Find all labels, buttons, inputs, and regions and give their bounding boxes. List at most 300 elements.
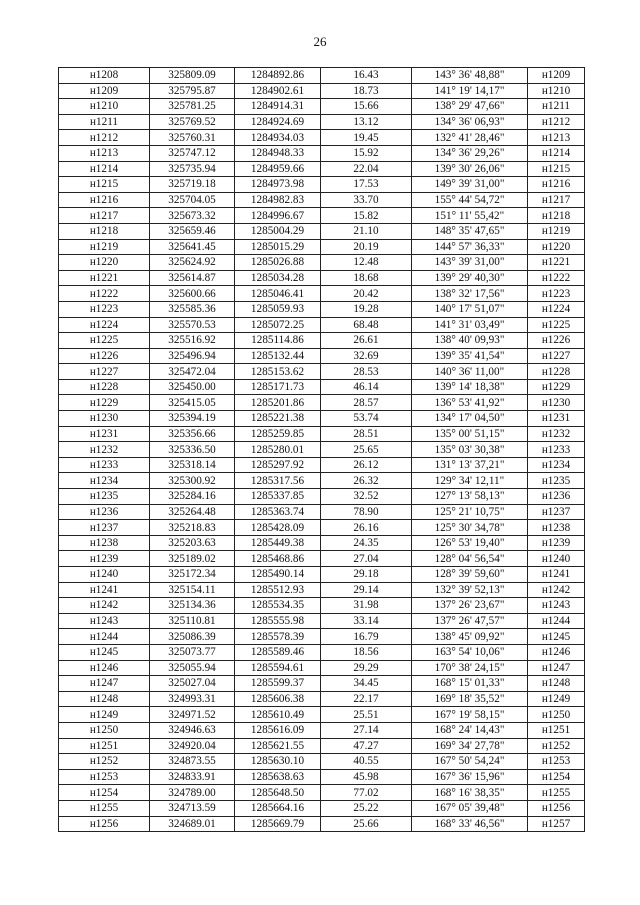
distance-cell: 24.35 xyxy=(321,535,412,551)
next-point-cell: н1213 xyxy=(528,130,585,146)
y-coordinate-cell: 1285259.85 xyxy=(235,426,321,442)
x-coordinate-cell: 325704.05 xyxy=(150,192,235,208)
next-point-cell: н1254 xyxy=(528,769,585,785)
point-id-cell: н1252 xyxy=(59,754,150,770)
x-coordinate-cell: 325284.16 xyxy=(150,489,235,505)
distance-cell: 19.45 xyxy=(321,130,412,146)
y-coordinate-cell: 1284892.86 xyxy=(235,68,321,84)
distance-cell: 40.55 xyxy=(321,754,412,770)
next-point-cell: н1230 xyxy=(528,395,585,411)
next-point-cell: н1227 xyxy=(528,348,585,364)
x-coordinate-cell: 325781.25 xyxy=(150,99,235,115)
table-row xyxy=(59,317,585,333)
bearing-cell: 163° 54' 10,06" xyxy=(412,644,528,660)
next-point-cell: н1251 xyxy=(528,722,585,738)
bearing-cell: 134° 36' 29,26" xyxy=(412,145,528,161)
x-coordinate-cell: 325415.05 xyxy=(150,395,235,411)
bearing-cell: 141° 19' 14,17" xyxy=(412,83,528,99)
bearing-cell: 140° 17' 51,07" xyxy=(412,301,528,317)
table-row xyxy=(59,520,585,536)
next-point-cell: н1245 xyxy=(528,629,585,645)
distance-cell: 18.56 xyxy=(321,644,412,660)
table-row xyxy=(59,457,585,473)
y-coordinate-cell: 1285555.98 xyxy=(235,613,321,629)
x-coordinate-cell: 324713.59 xyxy=(150,800,235,816)
page-number: 26 xyxy=(313,34,327,49)
x-coordinate-cell: 325134.36 xyxy=(150,598,235,614)
distance-cell: 27.04 xyxy=(321,551,412,567)
point-id-cell: н1211 xyxy=(59,114,150,130)
y-coordinate-cell: 1285317.56 xyxy=(235,473,321,489)
y-coordinate-cell: 1285578.39 xyxy=(235,629,321,645)
table-row xyxy=(59,301,585,317)
point-id-cell: н1214 xyxy=(59,161,150,177)
point-id-cell: н1213 xyxy=(59,145,150,161)
next-point-cell: н1235 xyxy=(528,473,585,489)
bearing-cell: 151° 11' 55,42" xyxy=(412,208,528,224)
distance-cell: 47.27 xyxy=(321,738,412,754)
bearing-cell: 140° 36' 11,00" xyxy=(412,364,528,380)
next-point-cell: н1211 xyxy=(528,99,585,115)
distance-cell: 53.74 xyxy=(321,411,412,427)
y-coordinate-cell: 1285026.88 xyxy=(235,255,321,271)
next-point-cell: н1232 xyxy=(528,426,585,442)
point-id-cell: н1225 xyxy=(59,333,150,349)
point-id-cell: н1223 xyxy=(59,301,150,317)
distance-cell: 34.45 xyxy=(321,676,412,692)
next-point-cell: н1218 xyxy=(528,208,585,224)
point-id-cell: н1232 xyxy=(59,442,150,458)
table-row xyxy=(59,613,585,629)
next-point-cell: н1219 xyxy=(528,223,585,239)
x-coordinate-cell: 325472.04 xyxy=(150,364,235,380)
x-coordinate-cell: 325600.66 xyxy=(150,286,235,302)
point-id-cell: н1244 xyxy=(59,629,150,645)
bearing-cell: 167° 36' 15,96" xyxy=(412,769,528,785)
next-point-cell: н1229 xyxy=(528,379,585,395)
distance-cell: 17.53 xyxy=(321,177,412,193)
table-row xyxy=(59,442,585,458)
y-coordinate-cell: 1284902.61 xyxy=(235,83,321,99)
y-coordinate-cell: 1285606.38 xyxy=(235,691,321,707)
next-point-cell: н1212 xyxy=(528,114,585,130)
x-coordinate-cell: 325394.19 xyxy=(150,411,235,427)
distance-cell: 32.69 xyxy=(321,348,412,364)
bearing-cell: 139° 35' 41,54" xyxy=(412,348,528,364)
y-coordinate-cell: 1285664.16 xyxy=(235,800,321,816)
table-row xyxy=(59,114,585,130)
x-coordinate-cell: 325110.81 xyxy=(150,613,235,629)
table-row xyxy=(59,208,585,224)
bearing-cell: 168° 15' 01,33" xyxy=(412,676,528,692)
x-coordinate-cell: 325719.18 xyxy=(150,177,235,193)
y-coordinate-cell: 1285610.49 xyxy=(235,707,321,723)
bearing-cell: 139° 14' 18,38" xyxy=(412,379,528,395)
bearing-cell: 132° 41' 28,46" xyxy=(412,130,528,146)
next-point-cell: н1214 xyxy=(528,145,585,161)
x-coordinate-cell: 324833.91 xyxy=(150,769,235,785)
distance-cell: 77.02 xyxy=(321,785,412,801)
point-id-cell: н1247 xyxy=(59,676,150,692)
next-point-cell: н1221 xyxy=(528,255,585,271)
table-row xyxy=(59,676,585,692)
table-row xyxy=(59,567,585,583)
point-id-cell: н1233 xyxy=(59,457,150,473)
y-coordinate-cell: 1285004.29 xyxy=(235,223,321,239)
bearing-cell: 143° 36' 48,88" xyxy=(412,68,528,84)
y-coordinate-cell: 1285132.44 xyxy=(235,348,321,364)
next-point-cell: н1236 xyxy=(528,489,585,505)
next-point-cell: н1233 xyxy=(528,442,585,458)
x-coordinate-cell: 325769.52 xyxy=(150,114,235,130)
table-row xyxy=(59,504,585,520)
next-point-cell: н1216 xyxy=(528,177,585,193)
y-coordinate-cell: 1285449.38 xyxy=(235,535,321,551)
next-point-cell: н1241 xyxy=(528,567,585,583)
table-row xyxy=(59,68,585,84)
distance-cell: 21.10 xyxy=(321,223,412,239)
table-row xyxy=(59,83,585,99)
point-id-cell: н1248 xyxy=(59,691,150,707)
y-coordinate-cell: 1285153.62 xyxy=(235,364,321,380)
distance-cell: 27.14 xyxy=(321,722,412,738)
y-coordinate-cell: 1285534.35 xyxy=(235,598,321,614)
x-coordinate-cell: 325614.87 xyxy=(150,270,235,286)
bearing-cell: 138° 45' 09,92" xyxy=(412,629,528,645)
bearing-cell: 139° 30' 26,06" xyxy=(412,161,528,177)
point-id-cell: н1215 xyxy=(59,177,150,193)
table-row xyxy=(59,473,585,489)
x-coordinate-cell: 325086.39 xyxy=(150,629,235,645)
next-point-cell: н1234 xyxy=(528,457,585,473)
y-coordinate-cell: 1285280.01 xyxy=(235,442,321,458)
point-id-cell: н1253 xyxy=(59,769,150,785)
next-point-cell: н1250 xyxy=(528,707,585,723)
coordinates-table xyxy=(58,67,585,832)
distance-cell: 13.12 xyxy=(321,114,412,130)
x-coordinate-cell: 324873.55 xyxy=(150,754,235,770)
point-id-cell: н1251 xyxy=(59,738,150,754)
y-coordinate-cell: 1285034.28 xyxy=(235,270,321,286)
table-row xyxy=(59,379,585,395)
point-id-cell: н1229 xyxy=(59,395,150,411)
next-point-cell: н1243 xyxy=(528,598,585,614)
bearing-cell: 149° 39' 31,00" xyxy=(412,177,528,193)
distance-cell: 33.14 xyxy=(321,613,412,629)
x-coordinate-cell: 325570.53 xyxy=(150,317,235,333)
distance-cell: 15.82 xyxy=(321,208,412,224)
next-point-cell: н1240 xyxy=(528,551,585,567)
next-point-cell: н1246 xyxy=(528,644,585,660)
x-coordinate-cell: 324920.04 xyxy=(150,738,235,754)
bearing-cell: 126° 53' 19,40" xyxy=(412,535,528,551)
y-coordinate-cell: 1285297.92 xyxy=(235,457,321,473)
table-row xyxy=(59,644,585,660)
point-id-cell: н1239 xyxy=(59,551,150,567)
table-row xyxy=(59,177,585,193)
point-id-cell: н1226 xyxy=(59,348,150,364)
x-coordinate-cell: 325735.94 xyxy=(150,161,235,177)
x-coordinate-cell: 325516.92 xyxy=(150,333,235,349)
x-coordinate-cell: 325300.92 xyxy=(150,473,235,489)
point-id-cell: н1236 xyxy=(59,504,150,520)
bearing-cell: 141° 31' 03,49" xyxy=(412,317,528,333)
point-id-cell: н1235 xyxy=(59,489,150,505)
x-coordinate-cell: 324689.01 xyxy=(150,816,235,832)
x-coordinate-cell: 325585.36 xyxy=(150,301,235,317)
x-coordinate-cell: 325218.83 xyxy=(150,520,235,536)
table-row xyxy=(59,598,585,614)
point-id-cell: н1243 xyxy=(59,613,150,629)
table-row xyxy=(59,629,585,645)
table-row xyxy=(59,270,585,286)
next-point-cell: н1223 xyxy=(528,286,585,302)
x-coordinate-cell: 324993.31 xyxy=(150,691,235,707)
y-coordinate-cell: 1285594.61 xyxy=(235,660,321,676)
point-id-cell: н1210 xyxy=(59,99,150,115)
point-id-cell: н1208 xyxy=(59,68,150,84)
table-row xyxy=(59,722,585,738)
point-id-cell: н1231 xyxy=(59,426,150,442)
y-coordinate-cell: 1284914.31 xyxy=(235,99,321,115)
point-id-cell: н1224 xyxy=(59,317,150,333)
point-id-cell: н1245 xyxy=(59,644,150,660)
bearing-cell: 167° 50' 54,24" xyxy=(412,754,528,770)
table-row xyxy=(59,255,585,271)
point-id-cell: н1221 xyxy=(59,270,150,286)
y-coordinate-cell: 1285059.93 xyxy=(235,301,321,317)
point-id-cell: н1249 xyxy=(59,707,150,723)
table-row xyxy=(59,192,585,208)
x-coordinate-cell: 325496.94 xyxy=(150,348,235,364)
bearing-cell: 137° 26' 23,67" xyxy=(412,598,528,614)
bearing-cell: 139° 29' 40,30" xyxy=(412,270,528,286)
distance-cell: 26.32 xyxy=(321,473,412,489)
bearing-cell: 170° 38' 24,15" xyxy=(412,660,528,676)
table-row xyxy=(59,223,585,239)
y-coordinate-cell: 1285046.41 xyxy=(235,286,321,302)
next-point-cell: н1247 xyxy=(528,660,585,676)
distance-cell: 25.51 xyxy=(321,707,412,723)
bearing-cell: 168° 33' 46,56" xyxy=(412,816,528,832)
point-id-cell: н1241 xyxy=(59,582,150,598)
distance-cell: 45.98 xyxy=(321,769,412,785)
next-point-cell: н1210 xyxy=(528,83,585,99)
bearing-cell: 134° 17' 04,50" xyxy=(412,411,528,427)
table-row xyxy=(59,286,585,302)
next-point-cell: н1244 xyxy=(528,613,585,629)
point-id-cell: н1238 xyxy=(59,535,150,551)
distance-cell: 22.04 xyxy=(321,161,412,177)
table-row xyxy=(59,161,585,177)
next-point-cell: н1237 xyxy=(528,504,585,520)
y-coordinate-cell: 1284934.03 xyxy=(235,130,321,146)
distance-cell: 18.73 xyxy=(321,83,412,99)
next-point-cell: н1257 xyxy=(528,816,585,832)
distance-cell: 15.66 xyxy=(321,99,412,115)
next-point-cell: н1239 xyxy=(528,535,585,551)
y-coordinate-cell: 1285171.73 xyxy=(235,379,321,395)
next-point-cell: н1238 xyxy=(528,520,585,536)
table-row xyxy=(59,99,585,115)
distance-cell: 12.48 xyxy=(321,255,412,271)
point-id-cell: н1219 xyxy=(59,239,150,255)
next-point-cell: н1215 xyxy=(528,161,585,177)
next-point-cell: н1228 xyxy=(528,364,585,380)
bearing-cell: 138° 32' 17,56" xyxy=(412,286,528,302)
next-point-cell: н1222 xyxy=(528,270,585,286)
table-row xyxy=(59,660,585,676)
y-coordinate-cell: 1285201.86 xyxy=(235,395,321,411)
bearing-cell: 168° 24' 14,43" xyxy=(412,722,528,738)
point-id-cell: н1217 xyxy=(59,208,150,224)
x-coordinate-cell: 325189.02 xyxy=(150,551,235,567)
bearing-cell: 169° 34' 27,78" xyxy=(412,738,528,754)
distance-cell: 20.19 xyxy=(321,239,412,255)
bearing-cell: 135° 03' 30,38" xyxy=(412,442,528,458)
bearing-cell: 135° 00' 51,15" xyxy=(412,426,528,442)
distance-cell: 28.51 xyxy=(321,426,412,442)
point-id-cell: н1212 xyxy=(59,130,150,146)
table-row xyxy=(59,364,585,380)
point-id-cell: н1220 xyxy=(59,255,150,271)
table-row xyxy=(59,582,585,598)
table-row xyxy=(59,489,585,505)
distance-cell: 22.17 xyxy=(321,691,412,707)
table-row xyxy=(59,707,585,723)
y-coordinate-cell: 1285468.86 xyxy=(235,551,321,567)
point-id-cell: н1227 xyxy=(59,364,150,380)
point-id-cell: н1256 xyxy=(59,816,150,832)
distance-cell: 18.68 xyxy=(321,270,412,286)
distance-cell: 32.52 xyxy=(321,489,412,505)
distance-cell: 29.29 xyxy=(321,660,412,676)
bearing-cell: 128° 39' 59,60" xyxy=(412,567,528,583)
distance-cell: 28.53 xyxy=(321,364,412,380)
bearing-cell: 148° 35' 47,65" xyxy=(412,223,528,239)
next-point-cell: н1242 xyxy=(528,582,585,598)
x-coordinate-cell: 325154.11 xyxy=(150,582,235,598)
y-coordinate-cell: 1285589.46 xyxy=(235,644,321,660)
next-point-cell: н1225 xyxy=(528,317,585,333)
x-coordinate-cell: 325747.12 xyxy=(150,145,235,161)
x-coordinate-cell: 325027.04 xyxy=(150,676,235,692)
coordinates-table-body xyxy=(59,68,585,832)
bearing-cell: 167° 05' 39,48" xyxy=(412,800,528,816)
x-coordinate-cell: 325336.50 xyxy=(150,442,235,458)
y-coordinate-cell: 1285363.74 xyxy=(235,504,321,520)
point-id-cell: н1240 xyxy=(59,567,150,583)
y-coordinate-cell: 1285669.79 xyxy=(235,816,321,832)
y-coordinate-cell: 1284982.83 xyxy=(235,192,321,208)
next-point-cell: н1252 xyxy=(528,738,585,754)
bearing-cell: 168° 16' 38,35" xyxy=(412,785,528,801)
next-point-cell: н1217 xyxy=(528,192,585,208)
point-id-cell: н1218 xyxy=(59,223,150,239)
table-row xyxy=(59,769,585,785)
bearing-cell: 128° 04' 56,54" xyxy=(412,551,528,567)
table-row xyxy=(59,130,585,146)
point-id-cell: н1246 xyxy=(59,660,150,676)
table-row xyxy=(59,785,585,801)
distance-cell: 31.98 xyxy=(321,598,412,614)
distance-cell: 16.43 xyxy=(321,68,412,84)
distance-cell: 26.12 xyxy=(321,457,412,473)
next-point-cell: н1255 xyxy=(528,785,585,801)
distance-cell: 68.48 xyxy=(321,317,412,333)
y-coordinate-cell: 1284973.98 xyxy=(235,177,321,193)
point-id-cell: н1230 xyxy=(59,411,150,427)
bearing-cell: 144° 57' 36,33" xyxy=(412,239,528,255)
point-id-cell: н1237 xyxy=(59,520,150,536)
y-coordinate-cell: 1285015.29 xyxy=(235,239,321,255)
y-coordinate-cell: 1285490.14 xyxy=(235,567,321,583)
x-coordinate-cell: 325264.48 xyxy=(150,504,235,520)
x-coordinate-cell: 325659.46 xyxy=(150,223,235,239)
x-coordinate-cell: 325055.94 xyxy=(150,660,235,676)
bearing-cell: 143° 39' 31,00" xyxy=(412,255,528,271)
y-coordinate-cell: 1284924.69 xyxy=(235,114,321,130)
x-coordinate-cell: 325203.63 xyxy=(150,535,235,551)
x-coordinate-cell: 325795.87 xyxy=(150,83,235,99)
bearing-cell: 129° 34' 12,11" xyxy=(412,473,528,489)
y-coordinate-cell: 1285428.09 xyxy=(235,520,321,536)
point-id-cell: н1254 xyxy=(59,785,150,801)
bearing-cell: 138° 40' 09,93" xyxy=(412,333,528,349)
next-point-cell: н1224 xyxy=(528,301,585,317)
distance-cell: 78.90 xyxy=(321,504,412,520)
x-coordinate-cell: 325356.66 xyxy=(150,426,235,442)
next-point-cell: н1220 xyxy=(528,239,585,255)
y-coordinate-cell: 1284996.67 xyxy=(235,208,321,224)
y-coordinate-cell: 1284948.33 xyxy=(235,145,321,161)
bearing-cell: 137° 26' 47,57" xyxy=(412,613,528,629)
table-row xyxy=(59,551,585,567)
next-point-cell: н1249 xyxy=(528,691,585,707)
next-point-cell: н1253 xyxy=(528,754,585,770)
x-coordinate-cell: 325809.09 xyxy=(150,68,235,84)
point-id-cell: н1250 xyxy=(59,722,150,738)
distance-cell: 25.22 xyxy=(321,800,412,816)
y-coordinate-cell: 1285648.50 xyxy=(235,785,321,801)
x-coordinate-cell: 325673.32 xyxy=(150,208,235,224)
y-coordinate-cell: 1284959.66 xyxy=(235,161,321,177)
distance-cell: 19.28 xyxy=(321,301,412,317)
table-row xyxy=(59,738,585,754)
next-point-cell: н1256 xyxy=(528,800,585,816)
table-row xyxy=(59,145,585,161)
next-point-cell: н1209 xyxy=(528,68,585,84)
table-row xyxy=(59,816,585,832)
next-point-cell: н1226 xyxy=(528,333,585,349)
point-id-cell: н1216 xyxy=(59,192,150,208)
y-coordinate-cell: 1285630.10 xyxy=(235,754,321,770)
x-coordinate-cell: 324789.00 xyxy=(150,785,235,801)
table-row xyxy=(59,426,585,442)
table-row xyxy=(59,535,585,551)
x-coordinate-cell: 325318.14 xyxy=(150,457,235,473)
bearing-cell: 132° 39' 52,13" xyxy=(412,582,528,598)
table-row xyxy=(59,800,585,816)
y-coordinate-cell: 1285512.93 xyxy=(235,582,321,598)
bearing-cell: 169° 18' 35,52" xyxy=(412,691,528,707)
point-id-cell: н1234 xyxy=(59,473,150,489)
distance-cell: 28.57 xyxy=(321,395,412,411)
distance-cell: 46.14 xyxy=(321,379,412,395)
point-id-cell: н1209 xyxy=(59,83,150,99)
distance-cell: 25.65 xyxy=(321,442,412,458)
table-row xyxy=(59,239,585,255)
